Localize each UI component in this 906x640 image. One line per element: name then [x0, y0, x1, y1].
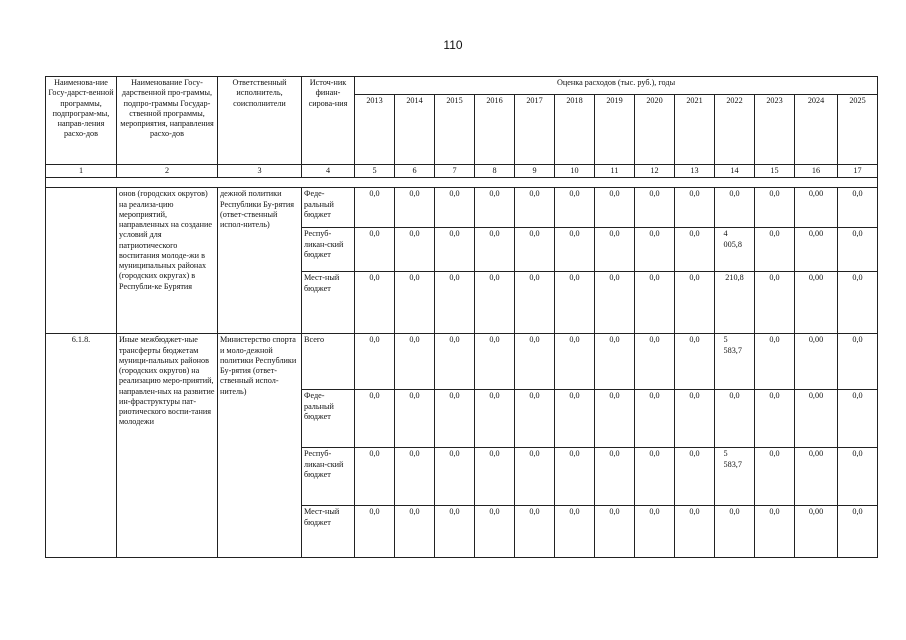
value-text: 0,0 [369, 391, 380, 401]
value-text: 0,0 [529, 229, 540, 239]
value-cell [595, 506, 635, 558]
item-responsible: Министерство спорта и моло-дежной политики Республики Бу-рятия (ответ-ственный испол-нитель) [218, 334, 302, 558]
year-header: 2019 [595, 95, 635, 165]
table-row [46, 334, 878, 390]
value-cell [355, 334, 395, 390]
value-text: 0,0 [769, 273, 780, 283]
year-header: 2021 [675, 95, 715, 165]
year-header: 2017 [515, 95, 555, 165]
value-cell [355, 228, 395, 272]
value-text: 0,0 [569, 449, 580, 459]
header-program-name: Наименование Госу-дарственной про-граммы, подпро-граммы Государ-ственной программы, мероприятия, направления расхо-дов [117, 77, 218, 165]
value-cell [435, 390, 475, 448]
value-text: 0,0 [852, 229, 863, 239]
value-cell [675, 448, 715, 506]
year-header: 2016 [475, 95, 515, 165]
value-text: 0,0 [649, 189, 660, 199]
value-cell [475, 228, 515, 272]
value-text: 0,0 [689, 189, 700, 199]
value-cell [635, 334, 675, 390]
value-cell [635, 272, 675, 334]
value-cell [595, 272, 635, 334]
budget-table [45, 76, 878, 558]
value-cell [635, 188, 675, 228]
value-text: 0,0 [489, 229, 500, 239]
value-cell [675, 228, 715, 272]
header-program-level: Наименова-ние Госу-дарст-венной программы, подпрограм-мы, направ-ления расхо-дов [46, 77, 117, 165]
value-text: 0,0 [649, 449, 660, 459]
value-text: 0,0 [409, 507, 420, 517]
value-text: 0,0 [489, 507, 500, 517]
value-cell [675, 390, 715, 448]
value-cell [555, 448, 595, 506]
value-text: 0,0 [569, 273, 580, 283]
funding-source: Феде-ральный бюджет [302, 390, 355, 448]
value-cell [635, 506, 675, 558]
value-cell [595, 188, 635, 228]
value-cell [838, 272, 878, 334]
value-text: 0,0 [529, 391, 540, 401]
value-text: 0,0 [369, 449, 380, 459]
value-text: 0,0 [689, 449, 700, 459]
value-cell [635, 228, 675, 272]
value-text: 0,0 [852, 335, 863, 345]
value-text: 0,0 [649, 273, 660, 283]
value-cell [715, 188, 755, 228]
value-text: 0,0 [609, 391, 620, 401]
value-text: 0,0 [769, 449, 780, 459]
value-text: 0,0 [649, 507, 660, 517]
value-cell [795, 228, 838, 272]
value-text: 0,0 [449, 189, 460, 199]
value-cell [435, 334, 475, 390]
year-header: 2022 [715, 95, 755, 165]
value-cell [755, 448, 795, 506]
value-cell [675, 272, 715, 334]
year-header: 2015 [435, 95, 475, 165]
value-cell [715, 334, 755, 390]
value-cell [435, 506, 475, 558]
header-responsible: Ответственный исполнитель, соисполнители [218, 77, 302, 165]
column-number: 8 [475, 165, 515, 178]
value-text: 0,0 [689, 229, 700, 239]
column-number: 6 [395, 165, 435, 178]
value-cell [838, 228, 878, 272]
value-cell [515, 334, 555, 390]
value-text: 0,0 [409, 189, 420, 199]
header-funding-source: Источ-ник финан-сирова-ния [302, 77, 355, 165]
value-cell [795, 506, 838, 558]
value-text: 0,0 [529, 449, 540, 459]
value-cell [555, 390, 595, 448]
value-text: 0,0 [769, 229, 780, 239]
value-text: 0,0 [649, 229, 660, 239]
funding-source: Мест-ный бюджет [302, 272, 355, 334]
value-text: 0,0 [729, 507, 740, 517]
value-cell [395, 188, 435, 228]
value-text: 0,0 [529, 335, 540, 345]
value-cell [475, 272, 515, 334]
column-number: 1 [46, 165, 117, 178]
item-responsible: дежной политики Республики Бу-рятия (ответ-ственный испол-нитель) [218, 188, 302, 334]
value-cell [395, 334, 435, 390]
value-text: 0,0 [449, 449, 460, 459]
value-cell [595, 228, 635, 272]
value-cell [595, 448, 635, 506]
value-text: 0,00 [808, 391, 824, 401]
value-text: 0,00 [808, 507, 824, 517]
value-cell [475, 506, 515, 558]
value-cell [515, 188, 555, 228]
value-cell [355, 390, 395, 448]
value-text: 0,0 [689, 335, 700, 345]
value-text: 0,0 [609, 335, 620, 345]
value-cell [595, 334, 635, 390]
value-cell [395, 448, 435, 506]
column-number: 15 [755, 165, 795, 178]
value-cell [435, 228, 475, 272]
value-cell [555, 334, 595, 390]
value-text: 0,0 [369, 229, 380, 239]
item-name: Иные межбюджет-ные трансферты бюджетам муници-пальных районов (городских округов) на реализацию меро-приятий, направлен-ных на развитие ин-фраструктуры пат-риотического воспи-тания молодежи [117, 334, 218, 558]
value-text: 0,0 [369, 335, 380, 345]
column-number: 4 [302, 165, 355, 178]
value-cell [555, 188, 595, 228]
funding-source: Мест-ный бюджет [302, 506, 355, 558]
value-text: 0,0 [529, 189, 540, 199]
value-cell [838, 390, 878, 448]
value-text: 0,0 [852, 507, 863, 517]
value-cell [355, 272, 395, 334]
value-cell [395, 506, 435, 558]
value-text: 0,0 [852, 449, 863, 459]
value-cell [355, 448, 395, 506]
value-cell [515, 506, 555, 558]
value-cell [675, 188, 715, 228]
value-text: 0,0 [369, 273, 380, 283]
value-text: 0,0 [569, 335, 580, 345]
value-text: 0,0 [609, 273, 620, 283]
year-header: 2013 [355, 95, 395, 165]
value-text: 0,0 [609, 189, 620, 199]
value-text: 0,0 [489, 391, 500, 401]
year-header: 2018 [555, 95, 595, 165]
value-cell [635, 390, 675, 448]
value-text: 0,00 [808, 335, 824, 345]
value-text: 0,00 [808, 229, 824, 239]
value-cell [755, 228, 795, 272]
column-number: 7 [435, 165, 475, 178]
value-text: 0,0 [409, 229, 420, 239]
value-text: 0,0 [769, 189, 780, 199]
value-text: 0,0 [769, 507, 780, 517]
year-header: 2024 [795, 95, 838, 165]
value-cell [635, 448, 675, 506]
value-text: 0,0 [449, 273, 460, 283]
column-number: 11 [595, 165, 635, 178]
value-text: 0,0 [689, 507, 700, 517]
value-text: 5 583,7 [723, 449, 742, 469]
value-cell [755, 334, 795, 390]
value-cell [515, 228, 555, 272]
value-text: 0,0 [609, 449, 620, 459]
value-text: 0,0 [449, 507, 460, 517]
value-cell [675, 506, 715, 558]
value-cell [475, 188, 515, 228]
value-cell [755, 390, 795, 448]
table-row [46, 188, 878, 228]
value-text: 0,0 [852, 273, 863, 283]
value-text: 0,0 [852, 189, 863, 199]
value-cell [795, 390, 838, 448]
value-text: 0,00 [808, 273, 824, 283]
value-cell [595, 390, 635, 448]
value-text: 210,8 [725, 273, 744, 283]
value-text: 0,0 [689, 391, 700, 401]
value-text: 4 005,8 [723, 229, 742, 249]
value-cell [515, 448, 555, 506]
value-cell [355, 188, 395, 228]
value-cell [435, 188, 475, 228]
value-text: 5 583,7 [723, 335, 742, 355]
item-code: 6.1.8. [46, 334, 117, 558]
value-text: 0,0 [409, 273, 420, 283]
value-text: 0,0 [489, 335, 500, 345]
value-text: 0,0 [369, 189, 380, 199]
value-text: 0,0 [569, 507, 580, 517]
value-cell [355, 506, 395, 558]
value-cell [515, 390, 555, 448]
funding-source: Респуб-ликан-ский бюджет [302, 448, 355, 506]
value-text: 0,0 [449, 391, 460, 401]
value-cell [755, 506, 795, 558]
value-text: 0,0 [769, 335, 780, 345]
value-cell [395, 390, 435, 448]
value-cell [795, 188, 838, 228]
value-cell [795, 334, 838, 390]
column-number: 9 [515, 165, 555, 178]
funding-source: Всего [302, 334, 355, 390]
funding-source: Респуб-ликан-ский бюджет [302, 228, 355, 272]
column-number: 5 [355, 165, 395, 178]
year-header: 2025 [838, 95, 878, 165]
value-text: 0,0 [489, 449, 500, 459]
item-name: онов (городских округов) на реализа-цию мероприятий, направленных на создание условий для патриотического воспитания молоде-жи в муниципальных районах (городских округах) в Республи-ке Бурятия [117, 188, 218, 334]
year-header: 2023 [755, 95, 795, 165]
value-text: 0,0 [649, 391, 660, 401]
value-cell [755, 272, 795, 334]
column-number: 14 [715, 165, 755, 178]
value-cell [838, 506, 878, 558]
value-cell [395, 272, 435, 334]
column-number: 12 [635, 165, 675, 178]
value-cell [435, 448, 475, 506]
value-text: 0,0 [529, 507, 540, 517]
item-code [46, 188, 117, 334]
value-cell [435, 272, 475, 334]
value-cell [755, 188, 795, 228]
value-cell [715, 390, 755, 448]
value-text: 0,0 [449, 335, 460, 345]
value-text: 0,0 [569, 391, 580, 401]
value-cell [715, 228, 755, 272]
value-text: 0,0 [569, 189, 580, 199]
table-spacer [46, 178, 878, 188]
page-number: 110 [443, 38, 463, 52]
value-cell [475, 390, 515, 448]
value-text: 0,00 [808, 449, 824, 459]
value-cell [838, 334, 878, 390]
value-cell [715, 272, 755, 334]
value-cell [715, 448, 755, 506]
value-text: 0,0 [489, 189, 500, 199]
value-text: 0,0 [529, 273, 540, 283]
value-text: 0,0 [689, 273, 700, 283]
value-cell [475, 448, 515, 506]
column-number: 13 [675, 165, 715, 178]
value-text: 0,0 [569, 229, 580, 239]
value-text: 0,0 [409, 335, 420, 345]
value-text: 0,0 [449, 229, 460, 239]
value-cell [715, 506, 755, 558]
value-text: 0,0 [409, 449, 420, 459]
value-text: 0,0 [369, 507, 380, 517]
value-cell [795, 272, 838, 334]
value-text: 0,0 [852, 391, 863, 401]
value-cell [515, 272, 555, 334]
value-cell [475, 334, 515, 390]
value-cell [838, 448, 878, 506]
value-text: 0,0 [729, 189, 740, 199]
column-number: 10 [555, 165, 595, 178]
column-number: 16 [795, 165, 838, 178]
value-cell [395, 228, 435, 272]
column-number: 17 [838, 165, 878, 178]
value-text: 0,0 [609, 507, 620, 517]
value-cell [555, 506, 595, 558]
value-text: 0,0 [409, 391, 420, 401]
value-cell [675, 334, 715, 390]
value-text: 0,0 [609, 229, 620, 239]
value-text: 0,00 [808, 189, 824, 199]
value-text: 0,0 [489, 273, 500, 283]
value-text: 0,0 [649, 335, 660, 345]
value-cell [555, 272, 595, 334]
year-header: 2014 [395, 95, 435, 165]
funding-source: Феде-ральный бюджет [302, 188, 355, 228]
value-cell [838, 188, 878, 228]
column-number: 2 [117, 165, 218, 178]
value-cell [795, 448, 838, 506]
column-number: 3 [218, 165, 302, 178]
value-text: 0,0 [769, 391, 780, 401]
value-cell [555, 228, 595, 272]
header-estimate: Оценка расходов (тыс. руб.), годы [355, 77, 878, 95]
year-header: 2020 [635, 95, 675, 165]
value-text: 0,0 [729, 391, 740, 401]
